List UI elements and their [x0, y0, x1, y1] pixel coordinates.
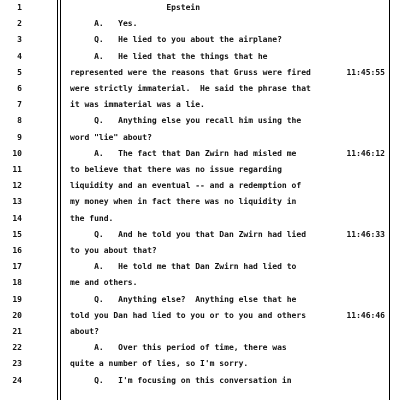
- line-text: my money when in fact there was no liquidity in: [70, 197, 297, 207]
- line-number: 1: [17, 3, 22, 12]
- transcript-line: [0, 146, 400, 162]
- line-text: it was immaterial was a lie.: [70, 100, 205, 110]
- line-text: to believe that there was no issue regarding: [70, 165, 282, 174]
- line-text: Q. Anything else? Anything else that he: [70, 294, 297, 304]
- line-number: 5: [17, 67, 22, 77]
- line-number: 21: [12, 327, 22, 336]
- transcript-line: [0, 373, 400, 389]
- timestamp: 11:46:46: [346, 310, 385, 320]
- line-number: 4: [17, 51, 22, 61]
- transcript-line: [0, 324, 400, 340]
- line-number: 3: [17, 35, 22, 45]
- transcript-line: [0, 308, 400, 324]
- timestamp: 11:46:12: [346, 148, 385, 158]
- transcript-line: [0, 16, 400, 32]
- transcript-line: [0, 243, 400, 259]
- line-text: me and others.: [70, 278, 138, 288]
- line-number: 14: [12, 213, 22, 223]
- line-text: liquidity and an eventual -- and a redemption of: [70, 181, 302, 191]
- transcript-line: [0, 162, 400, 178]
- line-number: 10: [12, 148, 22, 158]
- transcript-line: [0, 178, 400, 194]
- line-text: told you Dan had lied to you or to you and others: [70, 310, 307, 320]
- transcript-line: [0, 97, 400, 113]
- line-number: 6: [17, 84, 22, 93]
- transcript-line: [0, 113, 400, 129]
- line-number: 2: [17, 19, 22, 29]
- line-text: word "lie" about?: [70, 132, 152, 142]
- line-text: A. Over this period of time, there was: [70, 343, 287, 353]
- line-text: Q. And he told you that Dan Zwirn had lied: [70, 229, 307, 239]
- line-text: were strictly immaterial. He said the phrase that: [70, 84, 311, 93]
- line-number: 18: [12, 278, 22, 288]
- transcript-line: [0, 49, 400, 65]
- line-text: A. The fact that Dan Zwirn had misled me: [70, 148, 297, 158]
- line-number: 8: [17, 116, 22, 126]
- transcript-line: [0, 194, 400, 210]
- line-number: 15: [12, 229, 22, 239]
- line-number: 17: [12, 262, 22, 272]
- line-number: 12: [12, 181, 22, 191]
- line-number: 22: [12, 343, 22, 353]
- timestamp: 11:46:33: [346, 229, 385, 239]
- transcript-line: [0, 0, 400, 16]
- line-text: Q. He lied to you about the airplane?: [70, 35, 282, 45]
- line-number: 11: [12, 165, 22, 174]
- line-number: 9: [17, 132, 22, 142]
- line-text: A. He told me that Dan Zwirn had lied to: [70, 262, 297, 272]
- line-number: 24: [12, 375, 22, 385]
- transcript-line: [0, 356, 400, 372]
- line-text: the fund.: [70, 213, 114, 223]
- line-number: 7: [17, 100, 22, 110]
- transcript-line: [0, 340, 400, 356]
- line-text: quite a number of lies, so I'm sorry.: [70, 359, 249, 369]
- line-text: to you about that?: [70, 246, 157, 255]
- transcript-line: [0, 292, 400, 308]
- transcript-line: [0, 65, 400, 81]
- timestamp: 11:45:55: [346, 67, 385, 77]
- transcript-line: [0, 275, 400, 291]
- line-number: 13: [12, 197, 22, 207]
- line-number: 23: [12, 359, 22, 369]
- transcript-line: [0, 227, 400, 243]
- line-text: A. Yes.: [70, 19, 138, 29]
- line-text: represented were the reasons that Gruss were fired: [70, 67, 311, 77]
- line-text: Q. I'm focusing on this conversation in: [70, 375, 292, 385]
- line-number: 16: [12, 246, 22, 255]
- line-text: A. He lied that the things that he: [70, 51, 268, 61]
- line-text: Q. Anything else you recall him using the: [70, 116, 302, 126]
- transcript-line: [0, 259, 400, 275]
- transcript-line: [0, 81, 400, 97]
- transcript-line: [0, 32, 400, 48]
- line-number: 20: [12, 310, 22, 320]
- line-number: 19: [12, 294, 22, 304]
- transcript-line: [0, 211, 400, 227]
- line-text: about?: [70, 327, 99, 336]
- transcript-line: [0, 130, 400, 146]
- line-text: Epstein: [70, 3, 201, 12]
